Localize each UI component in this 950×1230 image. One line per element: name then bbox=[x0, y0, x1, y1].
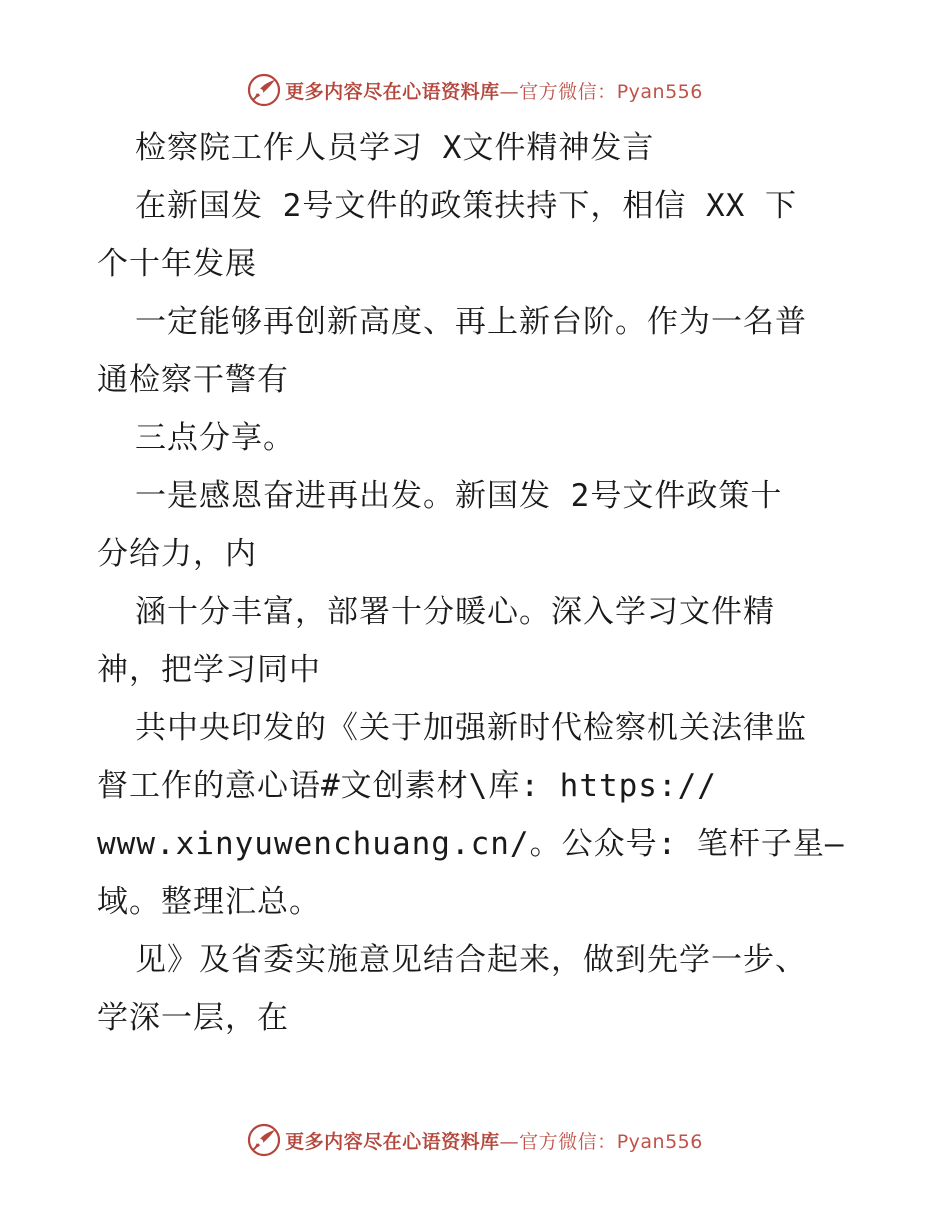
text-line: 督工作的意心语#文创素材\库: https:// bbox=[97, 768, 717, 804]
site-name: 更多内容尽在心语资料库 bbox=[285, 80, 500, 103]
wechat-id: Pyan556 bbox=[616, 80, 703, 103]
text-line: 检察院工作人员学习 X文件精神发言 bbox=[135, 130, 655, 166]
text-line: 涵十分丰富，部署十分暖心。深入学习文件精 bbox=[135, 594, 775, 630]
text-line: 神，把学习同中 bbox=[97, 652, 321, 688]
wechat-id: Pyan556 bbox=[616, 1130, 703, 1153]
banner-separator: — bbox=[499, 80, 520, 103]
wechat-label: 官方微信： bbox=[519, 1130, 617, 1153]
wechat-label: 官方微信： bbox=[519, 80, 617, 103]
text-line: 一定能够再创新高度、再上新台阶。作为一名普 bbox=[135, 304, 807, 340]
text-line: 域。整理汇总。 bbox=[97, 884, 321, 920]
text-line: 见》及省委实施意见结合起来，做到先学一步、 bbox=[135, 942, 807, 978]
header-banner-text bbox=[285, 77, 703, 104]
quill-logo-icon bbox=[247, 73, 281, 107]
text-line: 学深一层，在 bbox=[97, 1000, 289, 1036]
text-line: 一是感恩奋进再出发。新国发 2号文件政策十 bbox=[135, 478, 783, 514]
text-line: 共中央印发的《关于加强新时代检察机关法律监 bbox=[135, 710, 807, 746]
text-line: 在新国发 2号文件的政策扶持下，相信 XX 下 bbox=[135, 188, 797, 224]
header-banner bbox=[0, 70, 950, 110]
text-line: 个十年发展 bbox=[97, 246, 257, 282]
text-line: www.xinyuwenchuang.cn/。公众号: 笔杆子星— bbox=[97, 826, 845, 862]
site-name: 更多内容尽在心语资料库 bbox=[285, 1130, 500, 1153]
quill-logo-icon bbox=[247, 1123, 281, 1157]
document-body bbox=[97, 119, 857, 1047]
text-line: 通检察干警有 bbox=[97, 362, 289, 398]
footer-banner bbox=[0, 1120, 950, 1160]
footer-banner-text bbox=[285, 1127, 703, 1154]
text-line: 分给力，内 bbox=[97, 536, 257, 572]
banner-separator: — bbox=[499, 1130, 520, 1153]
text-line: 三点分享。 bbox=[135, 420, 295, 456]
